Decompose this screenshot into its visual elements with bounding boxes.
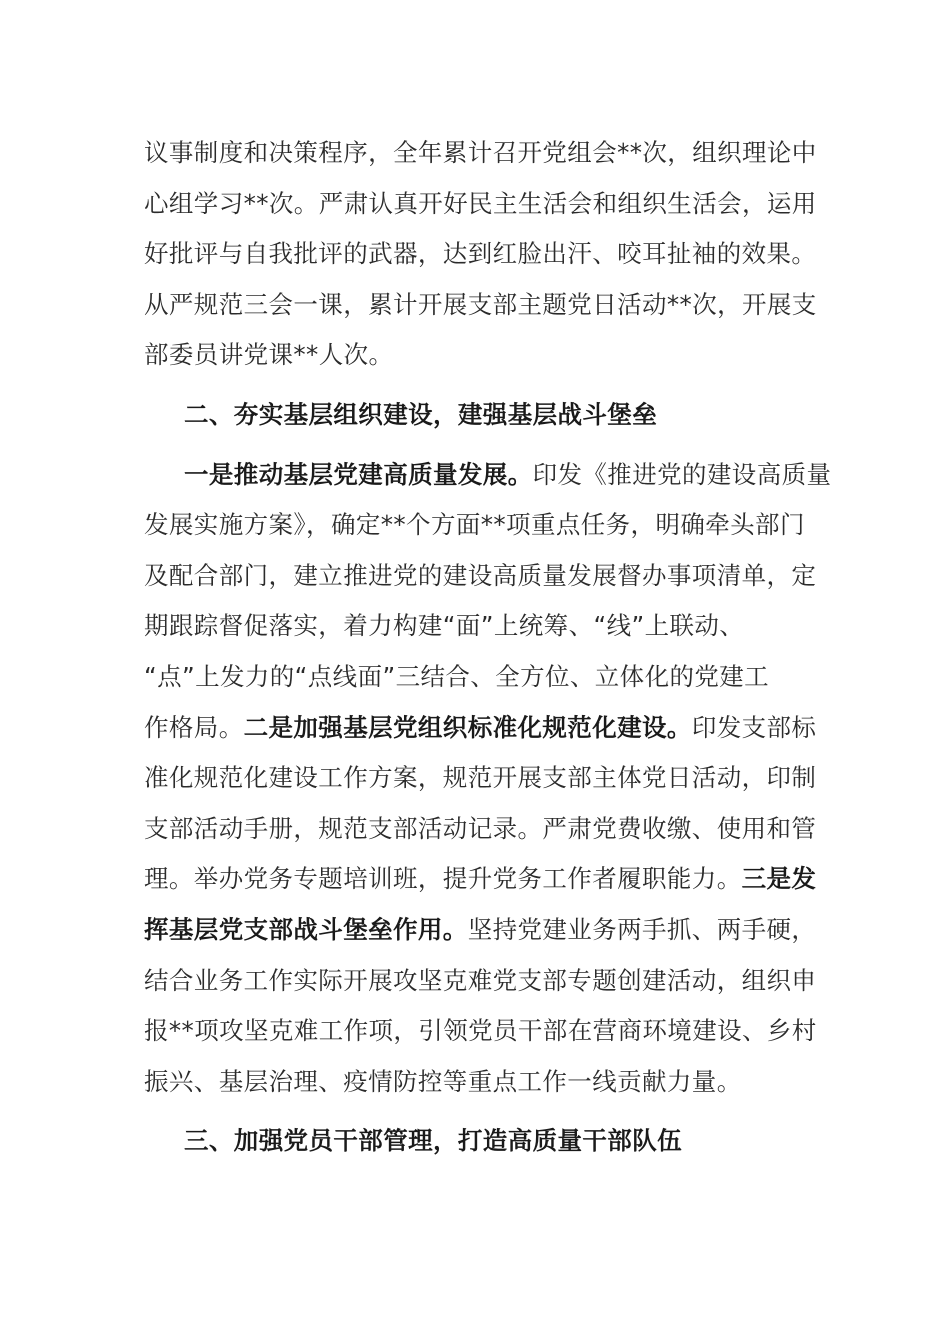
section-heading: 二、夯实基层组织建设，建强基层战斗堡垒: [184, 399, 658, 429]
paragraph-gap: [144, 441, 806, 450]
bold-lead: 三是发: [741, 864, 817, 894]
text-run: 印发支部标: [691, 712, 817, 742]
paragraph-line: 及配合部门，建立推进党的建设高质量发展督办事项清单，定: [144, 560, 817, 590]
paragraph-line: [144, 854, 817, 905]
bold-lead: 一是推动基层党建高质量发展。: [184, 459, 533, 489]
paragraph-line: [144, 703, 817, 754]
text-run: 作格局。: [144, 712, 244, 742]
document-body: [144, 128, 832, 1167]
paragraph-line: 准化规范化建设工作方案，规范开展支部主体党日活动，印制: [144, 763, 817, 793]
bold-lead: 挥基层党支部战斗堡垒作用。: [144, 914, 468, 944]
paragraph-gap: [144, 1107, 806, 1116]
paragraph-line: 结合业务工作实际开展攻坚克难党支部专题创建活动，组织申: [144, 965, 817, 995]
paragraph-line: 报**项攻坚克难工作项，引领党员干部在营商环境建设、乡村: [144, 1016, 817, 1046]
bold-lead: 二是加强基层党组织标准化规范化建设。: [243, 712, 692, 742]
section-heading: 三、加强党员干部管理，打造高质量干部队伍: [184, 1126, 682, 1156]
paragraph-gap: [144, 381, 806, 390]
paragraph-line: 发展实施方案》，确定**个方面**项重点任务，明确牵头部门: [144, 510, 805, 540]
paragraph-line: [144, 450, 832, 501]
text-run: 坚持党建业务两手抓、两手硬，: [467, 914, 817, 944]
paragraph-line: 好批评与自我批评的武器，达到红脸出汗、咬耳扯袖的效果。: [144, 239, 817, 269]
paragraph-line: 议事制度和决策程序，全年累计召开党组会**次，组织理论中: [144, 138, 817, 167]
paragraph-line: 部委员讲党课**人次。: [144, 340, 394, 370]
paragraph-line: 心组学习**次。严肃认真开好民主生活会和组织生活会，运用: [144, 188, 817, 218]
paragraph-line: 振兴、基层治理、疫情防控等重点工作一线贡献力量。: [144, 1066, 742, 1096]
text-run: 理。举办党务专题培训班，提升党务工作者履职能力。: [144, 864, 742, 894]
paragraph-line: “点”上发力的“点线面”三结合、全方位、立体化的党建工: [144, 661, 770, 691]
paragraph-line: 从严规范三会一课，累计开展支部主题党日活动**次，开展支: [144, 289, 817, 319]
paragraph-line: 期跟踪督促落实，着力构建“面”上统筹、“线”上联动、: [144, 611, 745, 641]
paragraph-line: [144, 905, 817, 956]
paragraph-line: 支部活动手册，规范支部活动记录。严肃党费收缴、使用和管: [144, 813, 817, 843]
text-run: 印发《推进党的建设高质量: [532, 459, 832, 489]
